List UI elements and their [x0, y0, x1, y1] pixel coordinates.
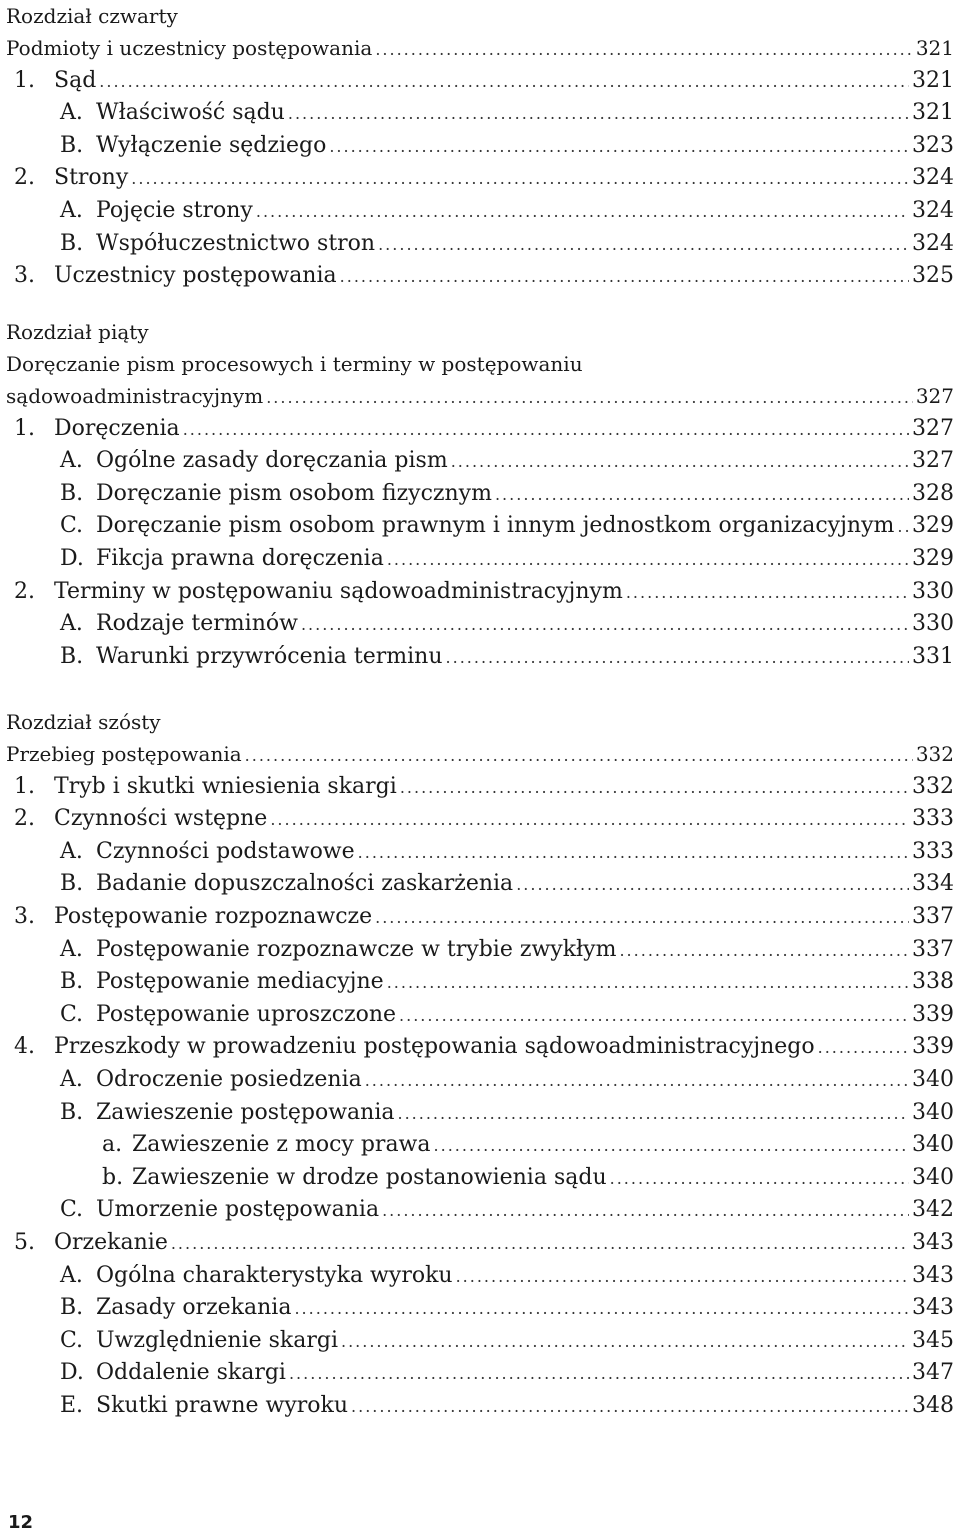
entry-page: 323 [912, 132, 954, 158]
toc-entry[interactable] [6, 771, 954, 804]
toc-entry[interactable] [6, 1162, 954, 1195]
toc-entry[interactable] [6, 1260, 954, 1293]
dot-leader [341, 1326, 909, 1359]
entry-title: Doręczanie pism osobom fizycznym [96, 480, 492, 506]
entry-title: Fikcja prawna doręczenia [96, 545, 384, 571]
entry-page: 334 [912, 871, 954, 897]
toc-entry[interactable] [6, 608, 954, 641]
chapter-title-line: Doręczanie pism procesowych i terminy w postępowaniu [6, 352, 583, 376]
toc-entry[interactable] [6, 934, 954, 967]
entry-page: 330 [912, 578, 954, 604]
entry-page: 343 [912, 1229, 954, 1255]
dot-leader [375, 902, 909, 935]
toc-entry[interactable] [6, 1227, 954, 1260]
entry-page: 329 [912, 513, 954, 539]
chapter-5 [6, 316, 954, 673]
chapter-label: Rozdział szósty [6, 710, 161, 734]
chapter-title-entry[interactable] [6, 380, 954, 413]
entry-page: 333 [912, 838, 954, 864]
toc-entry[interactable] [6, 162, 954, 195]
entry-title: Doręczanie pism osobom prawnym i innym jednostkom organizacyjnym [96, 513, 895, 539]
dot-leader [897, 511, 909, 544]
entry-title: Skutki prawne wyroku [96, 1392, 349, 1418]
entry-title: Postępowanie rozpoznawcze w trybie zwykłym [96, 936, 617, 962]
entry-title: Zawieszenie w drodze postanowienia sądu [132, 1164, 607, 1190]
entry-page: 340 [912, 1164, 954, 1190]
entry-page: 331 [912, 643, 954, 669]
entry-title: Oddalenie skargi [96, 1360, 286, 1386]
entry-page: 345 [912, 1327, 954, 1353]
entry-number: D. [60, 1360, 84, 1386]
entry-page: 337 [912, 936, 954, 962]
entry-number: A. [60, 100, 83, 126]
toc-entry[interactable] [6, 1129, 954, 1162]
toc-entry[interactable] [6, 576, 954, 609]
dot-leader [619, 935, 909, 968]
toc-entry[interactable] [6, 1390, 954, 1423]
entry-page: 329 [912, 545, 954, 571]
dot-leader [387, 967, 909, 1000]
entry-title: Zasady orzekania [96, 1295, 292, 1321]
toc-entry[interactable] [6, 1325, 954, 1358]
entry-number: 1. [14, 67, 35, 93]
entry-title: Odroczenie posiedzenia [96, 1066, 362, 1092]
entry-number: B. [60, 1099, 84, 1125]
dot-leader [818, 1032, 909, 1065]
toc-entry[interactable] [6, 445, 954, 478]
toc-entry[interactable] [6, 641, 954, 674]
entry-number: a. [102, 1132, 123, 1158]
entry-page: 338 [912, 969, 954, 995]
entry-title: Rodzaje terminów [96, 611, 298, 637]
entry-title: Warunki przywrócenia terminu [96, 643, 443, 669]
entry-page: 327 [912, 415, 954, 441]
chapter-label: Rozdział czwarty [6, 4, 178, 28]
entry-title: Czynności wstępne [54, 806, 268, 832]
dot-leader [351, 1391, 909, 1424]
dot-leader [288, 98, 909, 131]
toc-entry[interactable] [6, 130, 954, 163]
dot-leader [294, 1293, 909, 1326]
toc-entry[interactable] [6, 901, 954, 934]
entry-title: Czynności podstawowe [96, 838, 355, 864]
entry-title: Podmioty i uczestnicy postępowania [6, 36, 373, 60]
toc-entry[interactable] [6, 1031, 954, 1064]
dot-leader [456, 1261, 909, 1294]
dot-leader [610, 1163, 909, 1196]
dot-leader [451, 446, 909, 479]
entry-number: A. [60, 1262, 83, 1288]
toc-entry[interactable] [6, 966, 954, 999]
dot-leader [266, 382, 913, 415]
dot-leader [434, 1130, 909, 1163]
entry-page: 324 [912, 230, 954, 256]
entry-title: Strony [54, 165, 129, 191]
entry-number: C. [60, 1001, 84, 1027]
chapter-title-entry[interactable] [6, 32, 954, 65]
dot-leader [397, 1098, 909, 1131]
dot-leader [400, 772, 909, 805]
dot-leader [131, 163, 909, 196]
dot-leader [270, 804, 909, 837]
chapter-title-entry[interactable] [6, 738, 954, 771]
toc-entry[interactable] [6, 510, 954, 543]
entry-number: C. [60, 1327, 84, 1353]
toc-entry[interactable] [6, 1097, 954, 1130]
entry-title: Sąd [54, 67, 97, 93]
dot-leader [516, 869, 909, 902]
dot-leader [495, 479, 909, 512]
toc-entry[interactable] [6, 478, 954, 511]
dot-leader [358, 837, 909, 870]
entry-title: Uczestnicy postępowania [54, 263, 337, 289]
dot-leader [378, 229, 909, 262]
entry-title: Postępowanie uproszczone [96, 1001, 397, 1027]
entry-title: Właściwość sądu [96, 100, 285, 126]
toc-entry[interactable] [6, 1064, 954, 1097]
entry-number: A. [60, 1066, 83, 1092]
entry-title: Postępowanie rozpoznawcze [54, 903, 373, 929]
entry-title: Badanie dopuszczalności zaskarżenia [96, 871, 514, 897]
entry-title: Uwzględnienie skargi [96, 1327, 338, 1353]
entry-page: 321 [912, 67, 954, 93]
dot-leader [301, 609, 909, 642]
entry-number: B. [60, 230, 84, 256]
entry-page: 343 [912, 1295, 954, 1321]
entry-title: Współuczestnictwo stron [96, 230, 376, 256]
entry-page: 327 [912, 448, 954, 474]
entry-title: Zawieszenie postępowania [96, 1099, 395, 1125]
toc-entry[interactable] [6, 97, 954, 130]
entry-number: A. [60, 448, 83, 474]
entry-page: 324 [912, 165, 954, 191]
entry-number: 2. [14, 806, 35, 832]
entry-number: A. [60, 936, 83, 962]
toc-entry[interactable] [6, 803, 954, 836]
dot-leader [245, 740, 913, 773]
entry-number: A. [60, 838, 83, 864]
entry-title: Terminy w postępowaniu sądowoadministracyjnym [54, 578, 623, 604]
entry-page: 332 [912, 773, 954, 799]
entry-page: 342 [912, 1197, 954, 1223]
toc-entry[interactable] [6, 413, 954, 446]
entry-page: 327 [915, 384, 954, 408]
dot-leader [387, 544, 909, 577]
entry-page: 339 [912, 1034, 954, 1060]
entry-title: Ogólna charakterystyka wyroku [96, 1262, 453, 1288]
dot-leader [99, 66, 909, 99]
entry-title: Przeszkody w prowadzeniu postępowania sądowoadministracyjnego [54, 1034, 815, 1060]
entry-number: A. [60, 611, 83, 637]
dot-leader [171, 1228, 909, 1261]
toc-entry[interactable] [6, 65, 954, 98]
toc-entry[interactable] [6, 228, 954, 261]
entry-number: C. [60, 1197, 84, 1223]
toc-entry[interactable] [6, 543, 954, 576]
chapter-4 [6, 0, 954, 293]
entry-number: 4. [14, 1034, 35, 1060]
page-number: 12 [8, 1512, 34, 1533]
entry-number: E. [60, 1392, 84, 1418]
entry-page: 348 [912, 1392, 954, 1418]
entry-title: Postępowanie mediacyjne [96, 969, 384, 995]
dot-leader [382, 1195, 909, 1228]
entry-number: A. [60, 197, 83, 223]
toc-entry[interactable] [6, 195, 954, 228]
entry-title: Przebieg postępowania [6, 742, 242, 766]
entry-title: Doręczenia [54, 415, 180, 441]
entry-page: 321 [912, 100, 954, 126]
entry-number: 1. [14, 415, 35, 441]
entry-title: Tryb i skutki wniesienia skargi [54, 773, 397, 799]
entry-page: 324 [912, 197, 954, 223]
dot-leader [289, 1358, 909, 1391]
entry-number: b. [102, 1164, 124, 1190]
toc-entry[interactable] [6, 1292, 954, 1325]
entry-number: B. [60, 480, 84, 506]
entry-title: Wyłączenie sędziego [96, 132, 327, 158]
entry-page: 333 [912, 806, 954, 832]
entry-title: Ogólne zasady doręczania pism [96, 448, 448, 474]
entry-number: C. [60, 513, 84, 539]
entry-number: 1. [14, 773, 35, 799]
toc-entry[interactable] [6, 1357, 954, 1390]
dot-leader [399, 1000, 909, 1033]
entry-page: 343 [912, 1262, 954, 1288]
dot-leader [375, 34, 913, 67]
entry-title: sądowoadministracyjnym [6, 384, 264, 408]
dot-leader [183, 414, 909, 447]
entry-number: B. [60, 643, 84, 669]
entry-page: 340 [912, 1066, 954, 1092]
entry-page: 337 [912, 903, 954, 929]
entry-page: 328 [912, 480, 954, 506]
dot-leader [365, 1065, 909, 1098]
dot-leader [446, 642, 909, 675]
entry-number: D. [60, 545, 84, 571]
toc-entry[interactable] [6, 260, 954, 293]
entry-page: 325 [912, 263, 954, 289]
entry-page: 340 [912, 1099, 954, 1125]
entry-number: 3. [14, 263, 35, 289]
toc-entry[interactable] [6, 836, 954, 869]
entry-title: Umorzenie postępowania [96, 1197, 380, 1223]
entry-page: 339 [912, 1001, 954, 1027]
entry-title: Pojęcie strony [96, 197, 253, 223]
entry-number: B. [60, 132, 84, 158]
entry-number: B. [60, 871, 84, 897]
entry-page: 340 [912, 1132, 954, 1158]
dot-leader [256, 196, 909, 229]
entry-number: 3. [14, 903, 35, 929]
toc-entry[interactable] [6, 999, 954, 1032]
entry-page: 332 [915, 742, 954, 766]
entry-number: 5. [14, 1229, 35, 1255]
toc-entry[interactable] [6, 1194, 954, 1227]
entry-title: Orzekanie [54, 1229, 168, 1255]
dot-leader [340, 261, 909, 294]
chapter-label: Rozdział piąty [6, 320, 149, 344]
entry-number: B. [60, 1295, 84, 1321]
dot-leader [329, 131, 909, 164]
entry-page: 347 [912, 1360, 954, 1386]
entry-title: Zawieszenie z mocy prawa [132, 1132, 431, 1158]
entry-number: B. [60, 969, 84, 995]
entry-number: 2. [14, 165, 35, 191]
entry-number: 2. [14, 578, 35, 604]
toc-entry[interactable] [6, 868, 954, 901]
dot-leader [626, 577, 909, 610]
chapter-6 [6, 706, 954, 1422]
entry-page: 330 [912, 611, 954, 637]
entry-page: 321 [915, 36, 954, 60]
